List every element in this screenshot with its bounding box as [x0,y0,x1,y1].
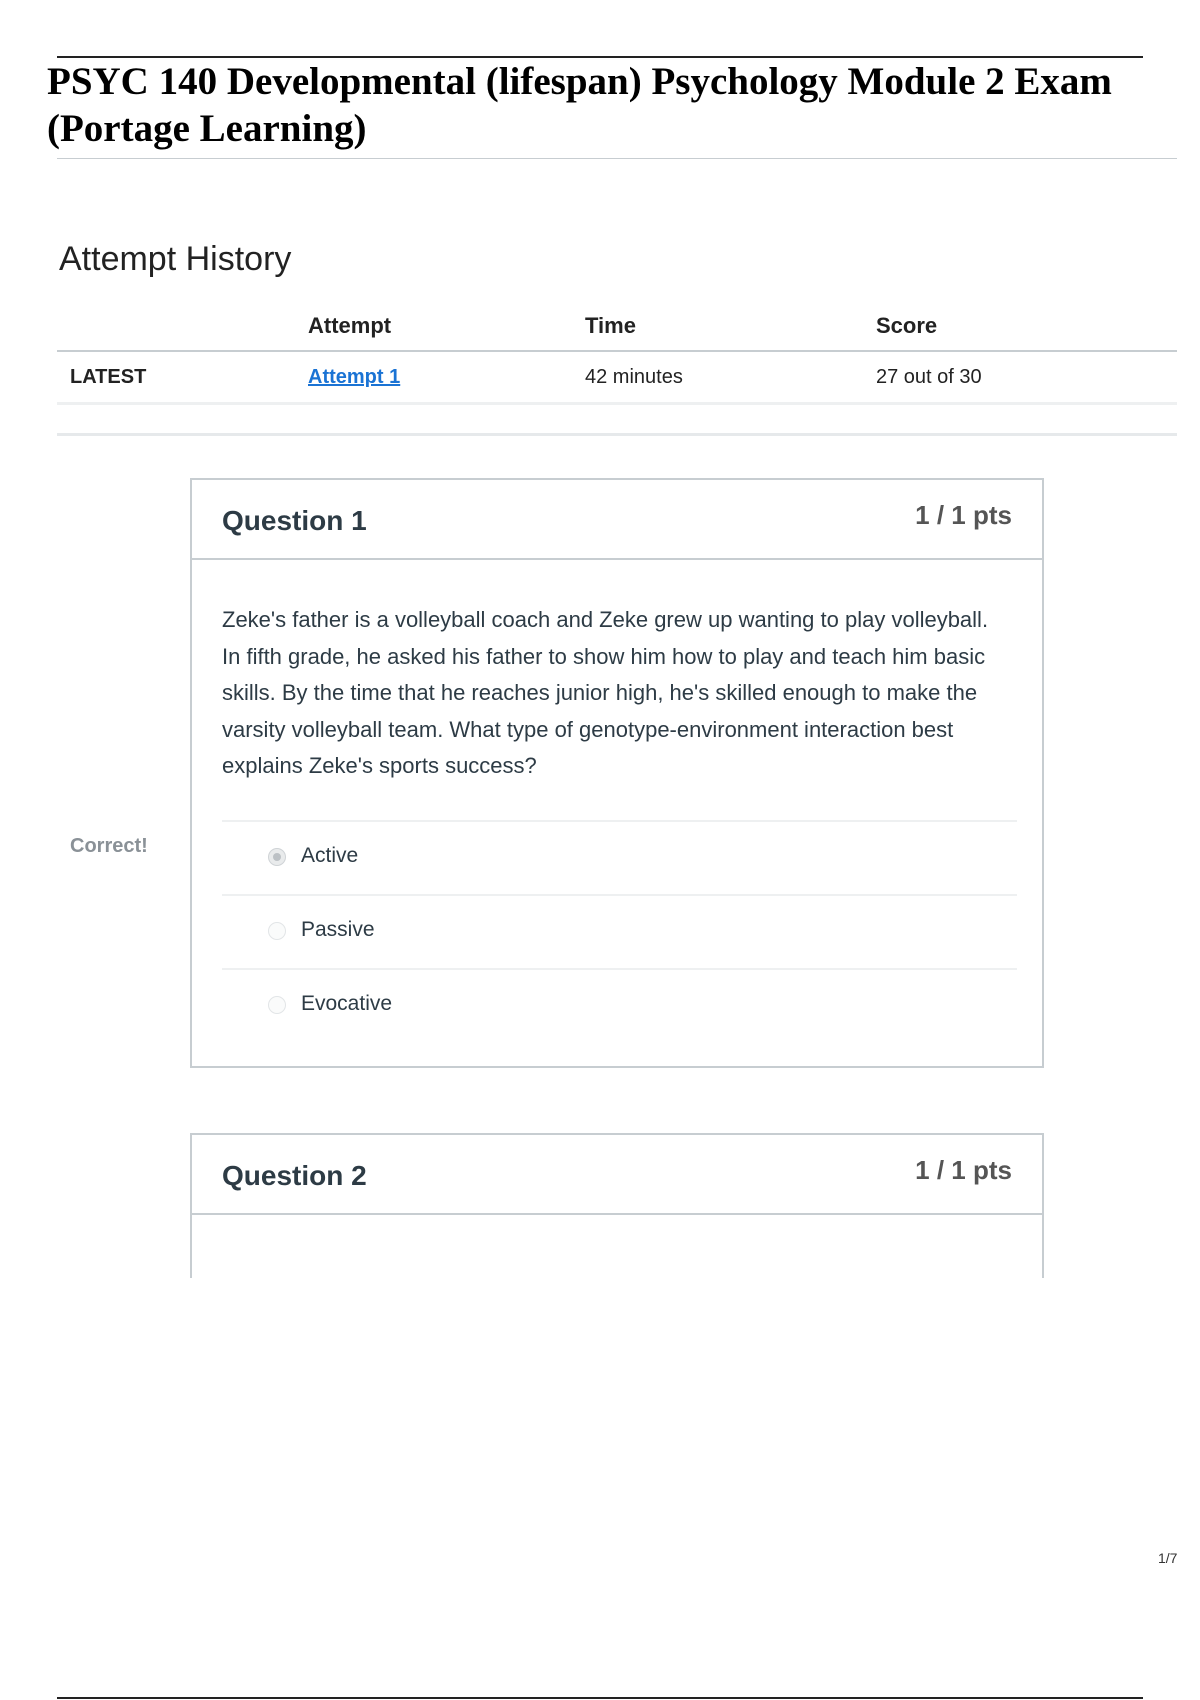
answer-label: Active [301,844,359,867]
question-card-1 [190,478,1044,1068]
column-header-blank [57,302,308,351]
answer-option-evocative[interactable] [222,968,1017,1042]
time-cell: 42 minutes [585,351,876,404]
section-divider [57,433,1177,436]
score-cell: 27 out of 30 [876,351,1177,404]
table-row [57,351,1177,404]
question-header [192,480,1042,560]
answer-label: Passive [301,918,375,941]
radio-icon [268,922,286,940]
question-text: Zeke's father is a volleyball coach and Zeke grew up wanting to play volleyball. In fifth grade, he asked his father to show him how to play and teach him basic skills. By the time that he reaches junior high, he's skilled enough to make the varsity volleyball team. What type of genotype-environment interaction best explains Zeke's sports success? [222,607,989,778]
column-header-score: Score [876,302,1177,351]
question-points: 1 / 1 pts [915,1155,1012,1185]
latest-label: LATEST [57,351,308,404]
document-title: PSYC 140 Developmental (lifespan) Psychology Module 2 Exam (Portage Learning) [47,60,1112,150]
attempt-history-heading: Attempt History [59,240,292,278]
column-header-time: Time [585,302,876,351]
question-header [192,1135,1042,1215]
question-points: 1 / 1 pts [915,500,1012,530]
correct-flag: Correct! [70,835,148,857]
attempt-history-table [57,302,1177,405]
question-title: Question 1 [222,505,367,536]
question-title: Question 2 [222,1160,367,1191]
answer-list [222,820,1017,1042]
bottom-rule [57,1697,1143,1699]
column-header-attempt: Attempt [308,302,585,351]
answer-option-active[interactable] [222,820,1017,894]
question-card-2 [190,1133,1044,1278]
answer-option-passive[interactable] [222,894,1017,968]
answer-label: Evocative [301,992,393,1015]
radio-selected-icon [268,848,286,866]
radio-icon [268,996,286,1014]
attempt-cell [308,351,585,404]
table-header-row [57,302,1177,351]
attempt-link[interactable]: Attempt 1 [308,365,401,388]
page-number: 1/7 [1158,1550,1178,1566]
title-divider [57,158,1177,159]
